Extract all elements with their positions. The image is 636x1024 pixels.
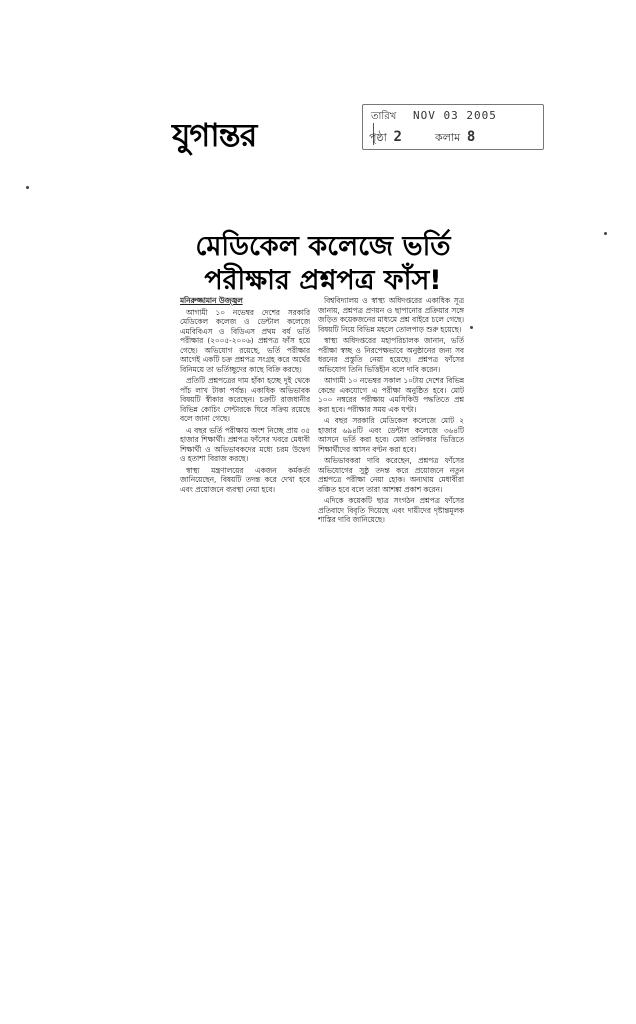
stamp-page-row <box>369 129 475 148</box>
scan-speck <box>604 232 607 235</box>
article-paragraph: বিশ্ববিদ্যালয় ও স্বাস্থ্য অধিদপ্তরের একাধিক সূত্র জানায়, প্রশ্নপত্র প্রণয়ন ও ছাপানোর প্রক্রিয়ার সঙ্গে জড়িত কয়েকজনের মাধ্যমে প্রশ্ন বাইরে চলে গেছে। বিষয়টি নিয়ে বিভিন্ন মহলে তোলপাড় শুরু হয়েছে। <box>318 296 464 334</box>
date-stamp <box>362 104 544 150</box>
stamp-date: NOV 03 2005 <box>413 109 497 122</box>
article-column-right <box>318 296 464 722</box>
headline-line-2: পরীক্ষার প্রশ্নপত্র ফাঁস! <box>204 265 442 296</box>
article-headline <box>178 230 468 298</box>
scan-speck <box>26 186 29 189</box>
newspaper-masthead: যুগান্তর <box>172 116 257 154</box>
stamp-page-label: পৃষ্ঠা <box>369 131 387 144</box>
scan-speck <box>470 326 473 329</box>
article-paragraph: স্বাস্থ্য অধিদপ্তরের মহাপরিচালক জানান, ভর্তি পরীক্ষা স্বচ্ছ ও নিরপেক্ষভাবে অনুষ্ঠানের জন্য সব ধরনের প্রস্তুতি নেয়া হয়েছে। প্রশ্নপত্র ফাঁসের অভিযোগ তিনি ভিত্তিহীন বলে দাবি করেন। <box>318 336 464 374</box>
article-byline: মনিরুজ্জামান উজ্জ্বল <box>180 296 243 305</box>
article-column-left <box>180 296 310 668</box>
article-paragraph: অভিভাবকরা দাবি করেছেন, প্রশ্নপত্র ফাঁসের অভিযোগের সুষ্ঠু তদন্ত করে প্রয়োজনে নতুন প্রশ্নপত্রে পরীক্ষা নেয়া হোক। অন্যথায় মেধাবীরা বঞ্চিত হবে বলে তারা আশঙ্কা প্রকাশ করেন। <box>318 456 464 494</box>
article-paragraph: এ বছর সরকারি মেডিকেল কলেজে মোট ২ হাজার ৬৯৪টি এবং ডেন্টাল কলেজে ৩৬৪টি আসনে ভর্তি করা হবে। মেধা তালিকার ভিত্তিতে শিক্ষার্থীদের আসন বণ্টন করা হবে। <box>318 416 464 454</box>
stamp-page-number: 2 <box>393 129 402 145</box>
article-paragraph: আগামী ১০ নভেম্বর সকাল ১০টায় দেশের বিভিন্ন কেন্দ্রে একযোগে এ পরীক্ষা অনুষ্ঠিত হবে। মোট ১০০ নম্বরের পরীক্ষায় এমসিকিউ পদ্ধতিতে প্রশ্ন করা হবে। পরীক্ষার সময় এক ঘণ্টা। <box>318 376 464 414</box>
article-paragraph: প্রতিটি প্রশ্নপত্রের দাম হাঁকা হচ্ছে দুই থেকে পাঁচ লাখ টাকা পর্যন্ত। একাধিক অভিভাবক বিষয়টি স্বীকার করেছেন। চক্রটি রাজধানীর বিভিন্ন কোচিং সেন্টারকে ঘিরে সক্রিয় রয়েছে বলে জানা গেছে। <box>180 376 310 423</box>
article-paragraph: এ বছর ভর্তি পরীক্ষায় অংশ নিচ্ছে প্রায় ৩৫ হাজার শিক্ষার্থী। প্রশ্নপত্র ফাঁসের খবরে মেধাবী শিক্ষার্থী ও অভিভাবকদের মধ্যে চরম উদ্বেগ ও হতাশা বিরাজ করছে। <box>180 425 310 463</box>
stamp-column-number: 8 <box>466 129 476 145</box>
headline-line-1: মেডিকেল কলেজে ভর্তি <box>195 231 451 262</box>
article-paragraph: স্বাস্থ্য মন্ত্রণালয়ের একজন কর্মকর্তা জানিয়েছেন, বিষয়টি তদন্ত করে দেখা হবে এবং প্রয়োজনে ব্যবস্থা নেয়া হবে। <box>180 465 310 494</box>
stamp-column-label: কলাম <box>435 131 461 144</box>
article-paragraph: এদিকে কয়েকটি ছাত্র সংগঠন প্রশ্নপত্র ফাঁসের প্রতিবাদে বিবৃতি দিয়েছে এবং দায়ীদের দৃষ্টান্তমূলক শাস্তির দাবি জানিয়েছে। <box>318 496 464 524</box>
stamp-date-label: তারিখ <box>371 111 397 122</box>
article-paragraph: আগামী ১০ নভেম্বর দেশের সরকারি মেডিকেল কলেজ ও ডেন্টাল কলেজে এমবিবিএস ও বিডিএস প্রথম বর্ষ ভর্তি পরীক্ষার (২০০৫-২০০৬) প্রশ্নপত্র ফাঁস হয়ে গেছে। অভিযোগ রয়েছে, ভর্তি পরীক্ষার আগেই একটি চক্র প্রশ্নপত্র সংগ্রহ করে অর্থের বিনিময়ে তা ভর্তিচ্ছুদের কাছে বিক্রি করছে। <box>180 307 310 374</box>
